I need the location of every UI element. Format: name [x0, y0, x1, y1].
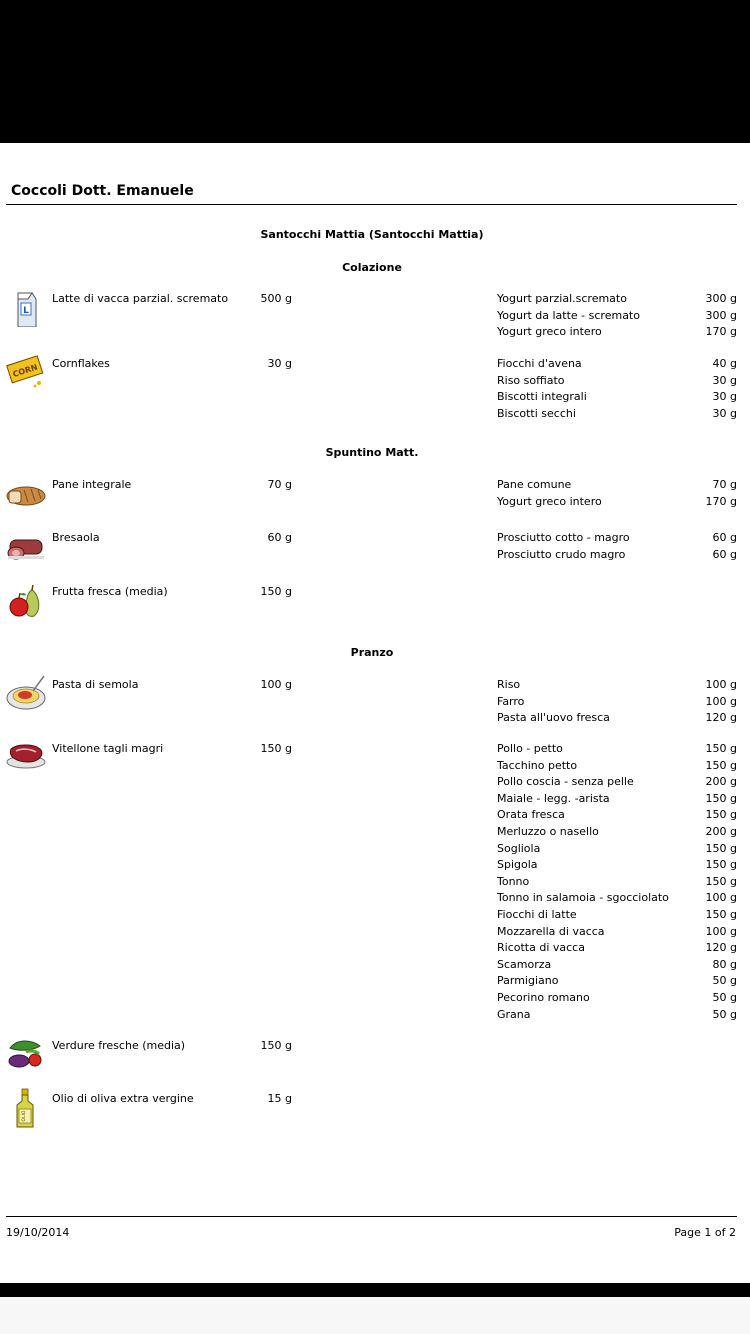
- alternative-item: Yogurt greco intero 170 g: [497, 325, 737, 339]
- food-name: Bresaola: [52, 531, 100, 544]
- alternative-item: Biscotti integrali 30 g: [497, 390, 737, 404]
- alternative-item: Orata fresca 150 g: [497, 808, 737, 822]
- patient-name: Santocchi Mattia (Santocchi Mattia): [260, 228, 484, 241]
- alternative-item: Tacchino petto 150 g: [497, 758, 737, 772]
- pasta-plate-icon: [6, 673, 46, 713]
- bread-icon: [6, 472, 46, 512]
- alternative-item: Maiale - legg. -arista 150 g: [497, 791, 737, 805]
- alternative-item: Riso soffiato 30 g: [497, 373, 737, 387]
- food-quantity: 150 g: [260, 585, 292, 598]
- alternative-item: Pane comune 70 g: [497, 478, 737, 491]
- food-quantity: 30 g: [267, 357, 292, 370]
- doctor-name: Coccoli Dott. Emanuele: [11, 183, 194, 199]
- alternative-item: Ricotta di vacca 120 g: [497, 941, 737, 955]
- food-name: Olio di oliva extra vergine: [52, 1092, 194, 1105]
- alternative-item: Pasta all'uovo fresca 120 g: [497, 711, 737, 725]
- milk-carton-icon: [6, 287, 46, 327]
- section-title-spuntino: Spuntino Matt.: [325, 446, 419, 459]
- alternative-item: Merluzzo o nasello 200 g: [497, 824, 737, 838]
- alternatives-list: [497, 530, 737, 563]
- alternatives-list: [497, 741, 737, 1023]
- alternative-item: Grana 50 g: [497, 1007, 737, 1021]
- alternative-item: Tonno in salamoia - sgocciolato 100 g: [497, 891, 737, 905]
- alternatives-list: [497, 356, 737, 422]
- alternative-item: Prosciutto cotto - magro 60 g: [497, 531, 737, 544]
- alternative-item: Sogliola 150 g: [497, 841, 737, 855]
- footer-divider: [6, 1216, 737, 1217]
- alternative-item: Prosciutto crudo magro 60 g: [497, 547, 737, 561]
- olive-oil-bottle-icon: [6, 1088, 46, 1128]
- alternative-item: Farro 100 g: [497, 694, 737, 708]
- svg-text:CORN: CORN: [11, 362, 39, 380]
- steak-icon: [6, 735, 46, 775]
- food-name: Verdure fresche (media): [52, 1039, 186, 1052]
- page-indicator: Page 1 of 2: [674, 1226, 736, 1239]
- alternative-item: Spigola 150 g: [497, 858, 737, 872]
- section-title-colazione: Colazione: [342, 261, 402, 274]
- alternative-item: Yogurt parzial.scremato 300 g: [497, 292, 737, 305]
- food-quantity: 150 g: [260, 1039, 292, 1052]
- bottom-strip: [0, 1297, 750, 1334]
- alternative-item: Fiocchi di latte 150 g: [497, 907, 737, 921]
- alternative-item: Yogurt greco intero 170 g: [497, 494, 737, 508]
- alternative-item: Yogurt da latte - scremato 300 g: [497, 308, 737, 322]
- svg-text:OLIO: OLIO: [22, 1110, 27, 1122]
- food-name: Pane integrale: [52, 478, 132, 491]
- header-divider: [6, 204, 737, 205]
- status-bar: [0, 0, 750, 143]
- alternative-item: Parmigiano 50 g: [497, 974, 737, 988]
- section-title-pranzo: Pranzo: [350, 646, 394, 659]
- alternative-item: Pollo coscia - senza pelle 200 g: [497, 775, 737, 789]
- alternative-item: Riso 100 g: [497, 678, 737, 691]
- food-quantity: 15 g: [267, 1092, 292, 1105]
- alternatives-list: [497, 477, 737, 510]
- food-name: Latte di vacca parzial. scremato: [52, 292, 229, 305]
- cornflakes-box-icon: [6, 350, 46, 390]
- food-quantity: 500 g: [260, 292, 292, 305]
- alternative-item: Scamorza 80 g: [497, 957, 737, 971]
- food-name: Cornflakes: [52, 357, 110, 370]
- alternative-item: Mozzarella di vacca 100 g: [497, 924, 737, 938]
- alternatives-list: [497, 677, 737, 727]
- food-name: Pasta di semola: [52, 678, 139, 691]
- alternative-item: Pecorino romano 50 g: [497, 990, 737, 1004]
- alternative-item: Pollo - petto 150 g: [497, 742, 737, 755]
- alternatives-list: [497, 291, 737, 341]
- vegetables-icon: [6, 1034, 46, 1074]
- svg-text:L: L: [23, 306, 29, 316]
- cured-meat-icon: [6, 526, 46, 566]
- alternative-item: Fiocchi d'avena 40 g: [497, 357, 737, 370]
- alternative-item: Tonno 150 g: [497, 874, 737, 888]
- food-quantity: 70 g: [267, 478, 292, 491]
- fruit-icon: [6, 580, 46, 620]
- food-quantity: 100 g: [260, 678, 292, 691]
- print-date: 19/10/2014: [6, 1226, 70, 1239]
- alternative-item: Biscotti secchi 30 g: [497, 406, 737, 420]
- food-name: Vitellone tagli magri: [52, 742, 164, 755]
- food-quantity: 150 g: [260, 742, 292, 755]
- food-quantity: 60 g: [267, 531, 292, 544]
- food-name: Frutta fresca (media): [52, 585, 168, 598]
- bottom-bar: [0, 1283, 750, 1297]
